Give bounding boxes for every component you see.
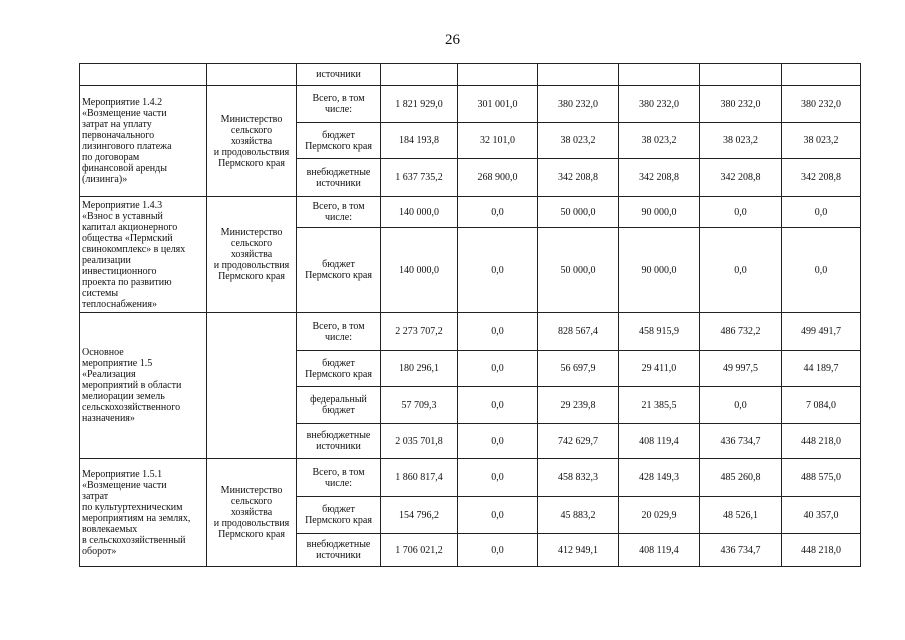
amount-cell: 268 900,0 (458, 159, 538, 197)
source-cell: внебюджетные источники (297, 424, 381, 459)
amount-cell: 29 411,0 (619, 351, 700, 387)
amount-cell: 486 732,2 (700, 313, 782, 351)
amount-cell: 49 997,5 (700, 351, 782, 387)
amount-cell: 38 023,2 (782, 123, 861, 159)
amount-cell: 32 101,0 (458, 123, 538, 159)
amount-cell: 1 860 817,4 (381, 459, 458, 497)
amount-cell: 2 273 707,2 (381, 313, 458, 351)
source-cell: источники (297, 64, 381, 86)
amount-cell: 380 232,0 (538, 86, 619, 123)
source-cell: Всего, в том числе: (297, 459, 381, 497)
amount-cell: 342 208,8 (782, 159, 861, 197)
table-cell (619, 64, 700, 86)
amount-cell: 0,0 (458, 313, 538, 351)
amount-cell: 90 000,0 (619, 228, 700, 313)
source-cell: внебюджетные источники (297, 159, 381, 197)
table-cell (381, 64, 458, 86)
amount-cell: 458 832,3 (538, 459, 619, 497)
amount-cell: 48 526,1 (700, 497, 782, 534)
amount-cell: 50 000,0 (538, 197, 619, 228)
amount-cell: 29 239,8 (538, 387, 619, 424)
amount-cell: 57 709,3 (381, 387, 458, 424)
amount-cell: 485 260,8 (700, 459, 782, 497)
table-cell (207, 64, 297, 86)
event-name-cell: Мероприятие 1.4.2 «Возмещение части затрат на уплату первоначального лизингового платежа по договорам финансовой аренды (лизинга)» (80, 86, 207, 197)
amount-cell: 342 208,8 (538, 159, 619, 197)
amount-cell: 380 232,0 (619, 86, 700, 123)
amount-cell: 448 218,0 (782, 534, 861, 567)
amount-cell: 140 000,0 (381, 197, 458, 228)
amount-cell: 408 119,4 (619, 534, 700, 567)
page-number: 26 (445, 32, 460, 48)
responsible-org-cell (207, 313, 297, 459)
amount-cell: 0,0 (782, 197, 861, 228)
amount-cell: 1 706 021,2 (381, 534, 458, 567)
amount-cell: 21 385,5 (619, 387, 700, 424)
amount-cell: 45 883,2 (538, 497, 619, 534)
table-row (80, 313, 861, 351)
amount-cell: 412 949,1 (538, 534, 619, 567)
amount-cell: 180 296,1 (381, 351, 458, 387)
amount-cell: 2 035 701,8 (381, 424, 458, 459)
amount-cell: 488 575,0 (782, 459, 861, 497)
table-cell (458, 64, 538, 86)
table-cell (80, 64, 207, 86)
amount-cell: 380 232,0 (782, 86, 861, 123)
amount-cell: 0,0 (700, 387, 782, 424)
amount-cell: 90 000,0 (619, 197, 700, 228)
amount-cell: 342 208,8 (619, 159, 700, 197)
amount-cell: 38 023,2 (619, 123, 700, 159)
amount-cell: 436 734,7 (700, 424, 782, 459)
amount-cell: 1 637 735,2 (381, 159, 458, 197)
amount-cell: 184 193,8 (381, 123, 458, 159)
table-cell (700, 64, 782, 86)
amount-cell: 0,0 (458, 197, 538, 228)
amount-cell: 458 915,9 (619, 313, 700, 351)
table-row (80, 197, 861, 228)
amount-cell: 448 218,0 (782, 424, 861, 459)
amount-cell: 56 697,9 (538, 351, 619, 387)
amount-cell: 380 232,0 (700, 86, 782, 123)
amount-cell: 40 357,0 (782, 497, 861, 534)
amount-cell: 408 119,4 (619, 424, 700, 459)
responsible-org-cell: Министерство сельского хозяйства и продовольствия Пермского края (207, 197, 297, 313)
amount-cell: 38 023,2 (700, 123, 782, 159)
amount-cell: 1 821 929,0 (381, 86, 458, 123)
source-cell: бюджет Пермского края (297, 228, 381, 313)
amount-cell: 140 000,0 (381, 228, 458, 313)
source-cell: бюджет Пермского края (297, 123, 381, 159)
amount-cell: 301 001,0 (458, 86, 538, 123)
source-cell: Всего, в том числе: (297, 313, 381, 351)
source-cell: бюджет Пермского края (297, 351, 381, 387)
responsible-org-cell: Министерство сельского хозяйства и продовольствия Пермского края (207, 86, 297, 197)
amount-cell: 7 084,0 (782, 387, 861, 424)
amount-cell: 828 567,4 (538, 313, 619, 351)
amount-cell: 499 491,7 (782, 313, 861, 351)
amount-cell: 0,0 (458, 497, 538, 534)
amount-cell: 0,0 (700, 228, 782, 313)
funding-table (79, 63, 861, 567)
amount-cell: 50 000,0 (538, 228, 619, 313)
amount-cell: 0,0 (458, 228, 538, 313)
amount-cell: 0,0 (700, 197, 782, 228)
amount-cell: 436 734,7 (700, 534, 782, 567)
amount-cell: 0,0 (458, 424, 538, 459)
table-cell (782, 64, 861, 86)
amount-cell: 742 629,7 (538, 424, 619, 459)
amount-cell: 0,0 (458, 351, 538, 387)
source-cell: внебюджетные источники (297, 534, 381, 567)
responsible-org-cell: Министерство сельского хозяйства и продовольствия Пермского края (207, 459, 297, 567)
table-row (80, 64, 861, 86)
amount-cell: 20 029,9 (619, 497, 700, 534)
source-cell: федеральный бюджет (297, 387, 381, 424)
event-name-cell: Мероприятие 1.5.1 «Возмещение части затрат по культуртехническим мероприятиям на землях, вовлекаемых в сельскохозяйственный оборот» (80, 459, 207, 567)
table-cell (538, 64, 619, 86)
source-cell: Всего, в том числе: (297, 86, 381, 123)
amount-cell: 154 796,2 (381, 497, 458, 534)
amount-cell: 0,0 (458, 459, 538, 497)
source-cell: бюджет Пермского края (297, 497, 381, 534)
amount-cell: 0,0 (458, 534, 538, 567)
amount-cell: 44 189,7 (782, 351, 861, 387)
amount-cell: 428 149,3 (619, 459, 700, 497)
amount-cell: 0,0 (458, 387, 538, 424)
event-name-cell: Мероприятие 1.4.3 «Взнос в уставный капитал акционерного общества «Пермский свинокомплекс» в целях реализации инвестиционного проекта по развитию системы теплоснабжения» (80, 197, 207, 313)
source-cell: Всего, в том числе: (297, 197, 381, 228)
event-name-cell: Основное мероприятие 1.5 «Реализация мероприятий в области мелиорации земель сельскохозяйственного назначения» (80, 313, 207, 459)
amount-cell: 0,0 (782, 228, 861, 313)
amount-cell: 342 208,8 (700, 159, 782, 197)
amount-cell: 38 023,2 (538, 123, 619, 159)
table-row (80, 86, 861, 123)
table-row (80, 459, 861, 497)
